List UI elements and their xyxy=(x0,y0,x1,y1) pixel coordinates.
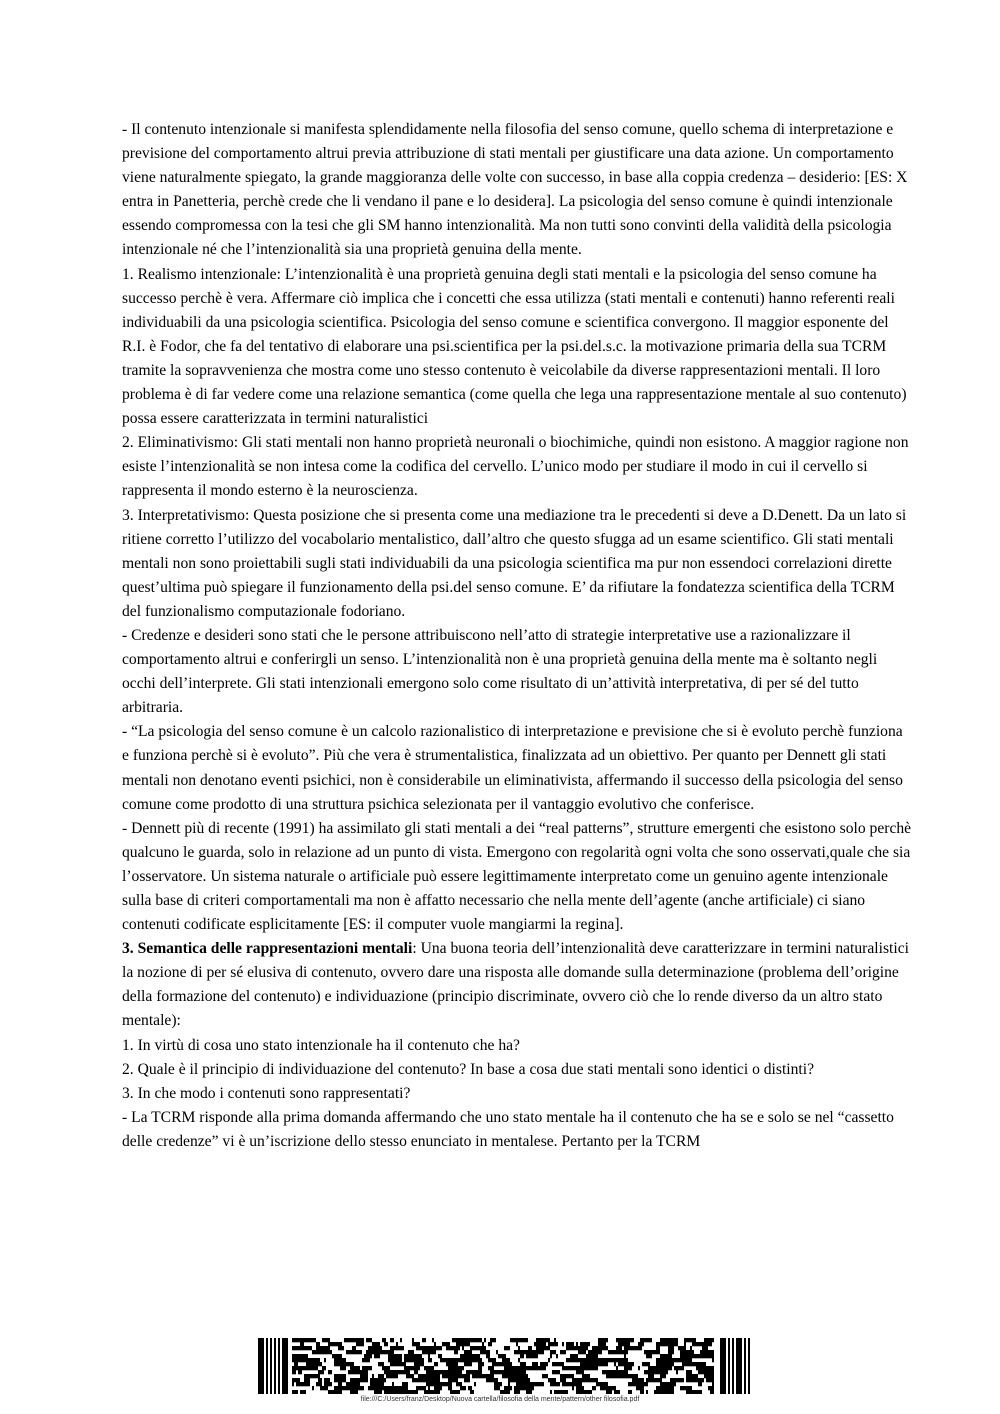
paragraph-real-patterns: - Dennett più di recente (1991) ha assimilato gli stati mentali a dei “real patterns”, strutture emergenti che esistono solo perchè qualcuno le guarda, solo in relazione ad un punto di vista. Emergono con regolarità ogni volta che sono osservati,quale che sia l’osservatore. Un sistema naturale o artificiale può essere legittimamente interpretato come un genuino agente intenzionale sulla base di criteri comportamentali ma non è affatto necessario che nella mente dell’agente (anche artificiale) ci siano contenuti codificate esplicitamente [ES: il computer vuole mangiarmi la regina]. xyxy=(122,819,912,934)
paragraph-credenze-desideri: - Credenze e desideri sono stati che le persone attribuiscono nell’atto di strategie interpretative use a razionalizzare il comportamento altrui e conferirgli un senso. L’intenzionalità non è una proprietà genuina della mente ma è soltanto negli occhi dell’interprete. Gli stati intenzionali emergono solo come risultato di un’attività interpretativa, di per sé del tutto arbitraria. xyxy=(122,626,878,717)
section-3-paragraph xyxy=(122,937,912,1033)
section-3-heading: 3. Semantica delle rappresentazioni mentali xyxy=(122,940,413,958)
paragraph-tcrm-risposta: - La TCRM risponde alla prima domanda affermando che uno stato mentale ha il contenuto che ha se e solo se nel “cassetto delle credenze” vi è un’iscrizione dello stesso enunciato in mentalese. Pertanto per la TCRM xyxy=(122,1108,894,1150)
document-body xyxy=(122,118,912,1154)
section-3-text: : Una buona teoria dell’intenzionalità deve caratterizzare in termini naturalistici la nozione di per sé elusiva di contenuto, ovvero dare una risposta alle domande sulla determinazione (problema dell’origine della formazione del contenuto) e individuazione (principio discriminate, ovvero ciò che lo rende diverso da un altro stato mentale): xyxy=(122,940,909,1030)
paragraph-senso-comune: - Il contenuto intenzionale si manifesta splendidamente nella filosofia del senso comune, quello schema di interpretazione e previsione del comportamento altrui previa attribuzione di stati mentali per giustificare una data azione. Un comportamento viene naturalmente spiegato, la grande maggioranza delle volte con successo, in base alla coppia credenza – desiderio: [ES: X entra in Panetteria, perchè crede che li vendano il pane e lo desidera]. La psicologia del senso comune è quindi intenzionale essendo compromessa con la tesi che gli SM hanno intenzionalità. Ma non tutti sono convinti della validità della psicologia intenzionale né che l’intenzionalità sia una proprietà genuina della mente. xyxy=(122,121,908,259)
question-3: 3. In che modo i contenuti sono rappresentati? xyxy=(122,1084,411,1102)
question-2: 2. Quale è il principio di individuazione del contenuto? In base a cosa due stati mentali sono identici o distinti? xyxy=(122,1060,815,1078)
footer-file-path: file:///C:/Users/franz/Desktop/Nuova cartella/filosofia della mente/pattern/other filosofia.pdf xyxy=(360,1396,640,1403)
barcode-image xyxy=(258,1338,754,1394)
paragraph-calcolo-razionalistico: - “La psicologia del senso comune è un calcolo razionalistico di interpretazione e previsione che si è evoluto perchè funziona e funziona perchè si è evoluto”. Più che vera è strumentalistica, finalizzata ad un obiettivo. Per quanto per Dennett gli stati mentali non denotano eventi psichici, non è considerabile un eliminativista, affermando il successo della psicologia del senso comune come prodotto di una struttura psichica selezionata per il vantaggio evolutivo che conferisce. xyxy=(122,723,903,813)
question-1: 1. In virtù di cosa uno stato intenzionale ha il contenuto che ha? xyxy=(122,1036,520,1054)
paragraph-realismo-intenzionale: 1. Realismo intenzionale: L’intenzionalità è una proprietà genuina degli stati mentali e la psicologia del senso comune ha successo perchè è vera. Affermare ciò implica che i concetti che essa utilizza (stati mentali e contenuti) hanno referenti reali individuabili da una psicologia scientifica. Psicologia del senso comune e scientifica convergono. Il maggior esponente del R.I. è Fodor, che fa del tentativo di elaborare una psi.scientifica per la psi.del.s.c. la motivazione primaria della sua TCRM tramite la sopravvenienza che mostra come uno stesso contenuto è veicolabile da diverse rappresentazioni mentali. Il loro problema è di far vedere come una relazione semantica (come quella che lega una rappresentazione mentale al suo contenuto) possa essere caratterizzata in termini naturalistici xyxy=(122,265,907,428)
paragraph-interpretativismo: 3. Interpretativismo: Questa posizione che si presenta come una mediazione tra le precedenti si deve a D.Denett. Da un lato si ritiene corretto l’utilizzo del vocabolario mentalistico, dall’altro che questo sfugga ad un esame scientifico. Gli stati mentali mentali non sono proiettabili sugli stati individuabili da una psicologia scientifica ma pur non essendoci correlazioni dirette quest’ultima può spiegare il funzionamento della psi.del senso comune. E’ da rifiutare la fondatezza scientifica della TCRM del funzionalismo computazionale fodoriano. xyxy=(122,506,907,620)
paragraph-eliminativismo: 2. Eliminativismo: Gli stati mentali non hanno proprietà neuronali o biochimiche, quindi non esistono. A maggior ragione non esiste l’intenzionalità se non intesa come la codifica del cervello. L’unico modo per studiare il modo in cui il cervello si rappresenta il mondo esterno è la neuroscienza. xyxy=(122,434,909,500)
